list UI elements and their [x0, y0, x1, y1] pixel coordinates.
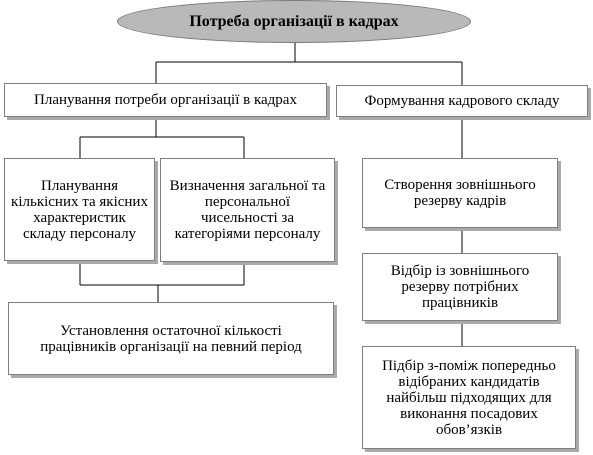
right-branch-heading-box [336, 85, 588, 117]
root-title-ellipse [117, 0, 471, 43]
right-step-1-box [362, 158, 558, 228]
right-step-2-box [362, 253, 558, 321]
right-branch-heading-text: Формування кадрового складу [364, 93, 560, 109]
left-child-b-box [160, 158, 335, 262]
right-step-3-text: Підбір з-поміж попередньо відібраних кандидатів найбільш підходящих для виконання посадових обов’язків [382, 357, 556, 438]
right-step-2-text: Відбір із зовнішнього резерву потрібних працівників [390, 263, 530, 311]
left-child-a-box [4, 158, 155, 261]
right-step-3-box [362, 346, 576, 449]
left-result-box [8, 302, 334, 375]
left-child-a-text: Планування кількісних та якісних характеристик складу персоналу [11, 177, 148, 242]
left-result-text: Установлення остаточної кількості працівників організації на певний період [40, 322, 302, 355]
left-child-b-text: Визначення загальної та персональної чисельності за категоріями персоналу [169, 178, 326, 242]
left-branch-heading-box [4, 83, 327, 117]
right-step-1-text: Створення зовнішнього резерву кадрів [384, 177, 536, 209]
left-branch-heading-text: Планування потреби організації в кадрах [34, 92, 297, 108]
root-title-text: Потреба організації в кадрах [189, 12, 399, 30]
